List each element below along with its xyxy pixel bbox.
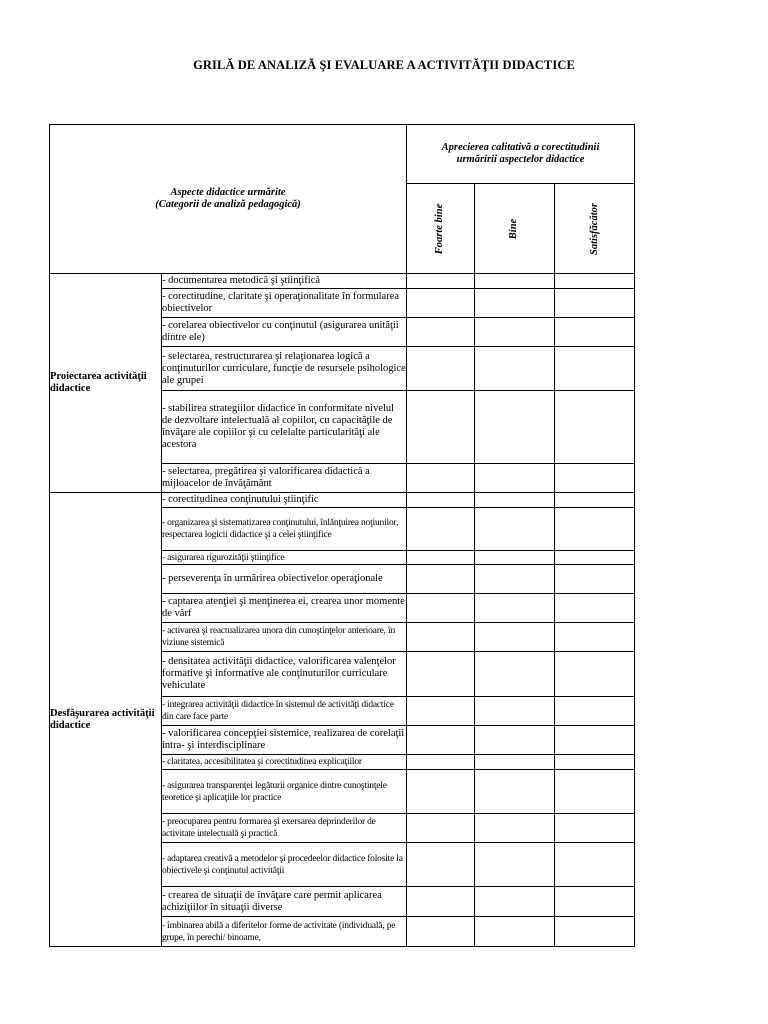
- criterion-item: - stabilirea strategiilor didactice în conformitate nivelul de dezvoltare intelectuală al copiilor, cu capacităţile de învăţare ale copiilor şi cu celelalte particularităţi ale acestora: [162, 391, 407, 464]
- criterion-item: - documentarea metodică şi ştiinţifică: [162, 274, 407, 289]
- rating-cell[interactable]: [475, 770, 555, 814]
- criterion-item: - densitatea activităţii didactice, valorificarea valenţelor formative şi informative ale conţinuturilor curriculare vehiculate: [162, 652, 407, 697]
- evaluation-header-line1: Aprecierea calitativă a corectitudinii: [441, 142, 600, 153]
- rating-cell[interactable]: [475, 391, 555, 464]
- criterion-item: - organizarea şi sistematizarea conţinutului, înlănţuirea noţiunilor, respectarea logicii didactice şi a celei ştiinţifice: [162, 508, 407, 551]
- rating-cell[interactable]: [555, 887, 635, 917]
- page-title: GRILĂ DE ANALIZĂ ŞI EVALUARE A ACTIVITĂŢII DIDACTICE: [193, 58, 575, 72]
- rating-cell[interactable]: [555, 274, 635, 289]
- rating-cell[interactable]: [407, 318, 475, 347]
- rating-cell[interactable]: [555, 464, 635, 493]
- rating-cell[interactable]: [407, 347, 475, 391]
- criterion-item: - preocuparea pentru formarea şi exersarea deprinderilor de activitate intelectuală şi practică: [162, 814, 407, 843]
- criterion-item: - integrarea activităţii didactice în sistemul de activităţi didactice din care face parte: [162, 697, 407, 726]
- rating-cell[interactable]: [475, 697, 555, 726]
- rating-cell[interactable]: [407, 391, 475, 464]
- rating-header-satisfactory: [555, 184, 635, 274]
- rating-cell[interactable]: [407, 623, 475, 652]
- criterion-item: - îmbinarea abilă a diferitelor forme de activitate (individuală, pe grupe, în perechi/ binoame,: [162, 917, 407, 947]
- rating-cell[interactable]: [475, 594, 555, 623]
- aspects-header-line2: (Categorii de analiză pedagogică): [155, 199, 301, 210]
- rating-cell[interactable]: [475, 551, 555, 565]
- criterion-item: - adaptarea creativă a metodelor şi procedeelor didactice folosite la obiectivele şi conţinutul activităţii: [162, 843, 407, 887]
- rating-cell[interactable]: [407, 917, 475, 947]
- criterion-item: - valorificarea concepţiei sistemice, realizarea de corelaţii intra- şi interdisciplinare: [162, 726, 407, 755]
- rating-cell[interactable]: [407, 594, 475, 623]
- rating-cell[interactable]: [407, 770, 475, 814]
- rating-cell[interactable]: [555, 917, 635, 947]
- rating-cell[interactable]: [555, 565, 635, 594]
- rating-cell[interactable]: [555, 347, 635, 391]
- criterion-item: - crearea de situaţii de învăţare care permit aplicarea achiziţiilor în situaţii diverse: [162, 887, 407, 917]
- rating-cell[interactable]: [475, 274, 555, 289]
- rating-cell[interactable]: [407, 652, 475, 697]
- rating-cell[interactable]: [475, 843, 555, 887]
- rating-cell[interactable]: [407, 551, 475, 565]
- rating-cell[interactable]: [475, 508, 555, 551]
- rating-cell[interactable]: [475, 652, 555, 697]
- rating-cell[interactable]: [475, 289, 555, 318]
- rating-cell[interactable]: [475, 565, 555, 594]
- rating-cell[interactable]: [475, 887, 555, 917]
- rating-cell[interactable]: [407, 887, 475, 917]
- rating-cell[interactable]: [555, 289, 635, 318]
- rating-cell[interactable]: [555, 770, 635, 814]
- rating-cell[interactable]: [407, 289, 475, 318]
- rating-cell[interactable]: [555, 814, 635, 843]
- rating-cell[interactable]: [407, 493, 475, 508]
- rating-cell[interactable]: [555, 594, 635, 623]
- rating-cell[interactable]: [555, 493, 635, 508]
- criterion-item: - corectitudine, claritate şi operaţionalitate în formularea obiectivelor: [162, 289, 407, 318]
- rating-cell[interactable]: [407, 464, 475, 493]
- criterion-item: - activarea şi reactualizarea unora din cunoştinţelor anterioare, în viziune sistemică: [162, 623, 407, 652]
- criterion-item: - captarea atenţiei şi menţinerea ei, crearea unor momente de vârf: [162, 594, 407, 623]
- criterion-item: - selectarea, restructurarea şi relaţionarea logică a conţinuturilor curriculare, funcţie de resursele psihologice ale grupei: [162, 347, 407, 391]
- criterion-item: - perseverenţa în urmărirea obiectivelor operaţionale: [162, 565, 407, 594]
- rating-cell[interactable]: [555, 623, 635, 652]
- criterion-item: - asigurarea transparenţei legăturii organice dintre cunoştinţele teoretice şi aplicaţiile lor practice: [162, 770, 407, 814]
- rating-label: Bine: [508, 218, 520, 239]
- evaluation-header: [407, 125, 635, 184]
- rating-label: Foarte bine: [434, 203, 446, 254]
- rating-cell[interactable]: [407, 726, 475, 755]
- rating-cell[interactable]: [555, 843, 635, 887]
- rating-cell[interactable]: [407, 697, 475, 726]
- rating-cell[interactable]: [475, 917, 555, 947]
- criterion-item: - corelarea obiectivelor cu conţinutul (asigurarea unităţii dintre ele): [162, 318, 407, 347]
- rating-cell[interactable]: [475, 318, 555, 347]
- rating-cell[interactable]: [407, 565, 475, 594]
- aspects-header: [50, 125, 407, 274]
- rating-cell[interactable]: [555, 726, 635, 755]
- rating-cell[interactable]: [555, 391, 635, 464]
- rating-cell[interactable]: [475, 755, 555, 770]
- evaluation-grid: [49, 124, 635, 947]
- rating-cell[interactable]: [407, 814, 475, 843]
- rating-header-good: [475, 184, 555, 274]
- rating-cell[interactable]: [407, 755, 475, 770]
- category-design: Proiectarea activităţii didactice: [50, 274, 162, 493]
- rating-cell[interactable]: [555, 508, 635, 551]
- rating-cell[interactable]: [555, 755, 635, 770]
- rating-cell[interactable]: [475, 814, 555, 843]
- rating-cell[interactable]: [407, 508, 475, 551]
- rating-label: Satisfăcător: [588, 202, 600, 255]
- rating-cell[interactable]: [475, 726, 555, 755]
- rating-cell[interactable]: [555, 652, 635, 697]
- evaluation-header-line2: urmăririi aspectelor didactice: [456, 154, 585, 165]
- rating-cell[interactable]: [407, 843, 475, 887]
- criterion-item: - corectitudinea conţinutului ştiinţific: [162, 493, 407, 508]
- rating-cell[interactable]: [475, 623, 555, 652]
- rating-cell[interactable]: [555, 551, 635, 565]
- aspects-header-line1: Aspecte didactice urmărite: [170, 187, 286, 198]
- criterion-item: - claritatea, accesibilitatea şi corectitudinea explicaţiilor: [162, 755, 407, 770]
- rating-cell[interactable]: [475, 347, 555, 391]
- criterion-item: - asigurarea rigurozităţii ştiinţifice: [162, 551, 407, 565]
- rating-cell[interactable]: [407, 274, 475, 289]
- criterion-item: - selectarea, pregătirea şi valorificarea didactică a mijloacelor de învăţământ: [162, 464, 407, 493]
- rating-header-very-good: [407, 184, 475, 274]
- rating-cell[interactable]: [555, 697, 635, 726]
- rating-cell[interactable]: [475, 464, 555, 493]
- category-delivery: Desfăşurarea activităţii didactice: [50, 493, 162, 947]
- rating-cell[interactable]: [555, 318, 635, 347]
- rating-cell[interactable]: [475, 493, 555, 508]
